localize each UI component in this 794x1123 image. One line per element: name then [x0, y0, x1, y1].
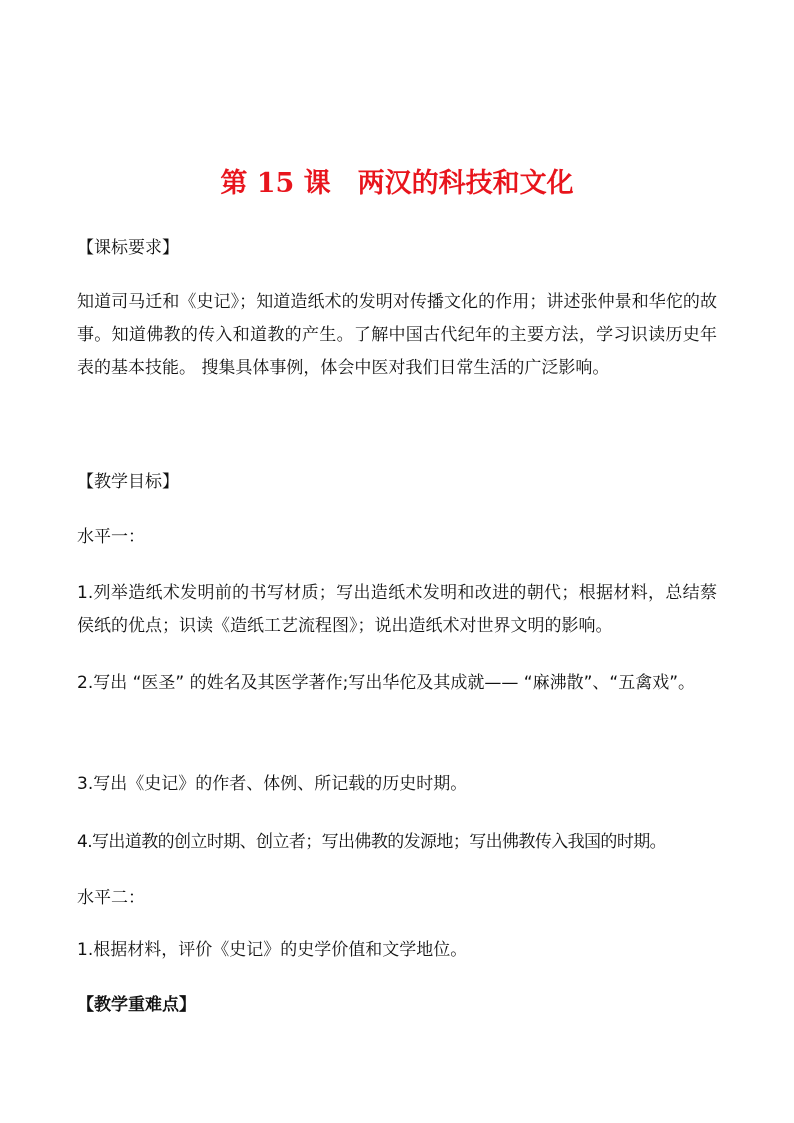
level-one-item: 1.列举造纸术发明前的书写材质；写出造纸术发明和改进的朝代；根据材料，总结蔡侯纸的优点；识读《造纸工艺流程图》；说出造纸术对世界文明的影响。	[77, 583, 717, 636]
curriculum-standards-heading: 【课标要求】	[77, 238, 179, 258]
level-one-heading: 水平一：	[77, 527, 145, 547]
level-one-item: 3.写出《史记》的作者、体例、所记载的历史时期。	[77, 774, 468, 794]
curriculum-standards-text: 知道司马迁和《史记》；知道造纸术的发明对传播文化的作用；讲述张仲景和华佗的故事。知道佛教的传入和道教的产生。了解中国古代纪年的主要方法，学习识读历史年表的基本技能。 搜集具体事例，体会中医对我们日常生活的广泛影响。	[77, 292, 717, 378]
lesson-title: 第 15 课 两汉的科技和文化	[220, 168, 574, 199]
teaching-goals-heading: 【教学目标】	[77, 472, 179, 492]
key-points-heading: 【教学重难点】	[77, 995, 196, 1015]
level-one-item: 4.写出道教的创立时期、创立者；写出佛教的发源地；写出佛教传入我国的时期。	[77, 832, 667, 852]
level-one-item: 2.写出 “医圣” 的姓名及其医学著作;写出华佗及其成就—— “麻沸散”、“五禽戏”。	[77, 673, 696, 693]
level-two-heading: 水平二：	[77, 888, 145, 908]
level-two-item: 1.根据材料，评价《史记》的史学价值和文学地位。	[77, 940, 468, 960]
